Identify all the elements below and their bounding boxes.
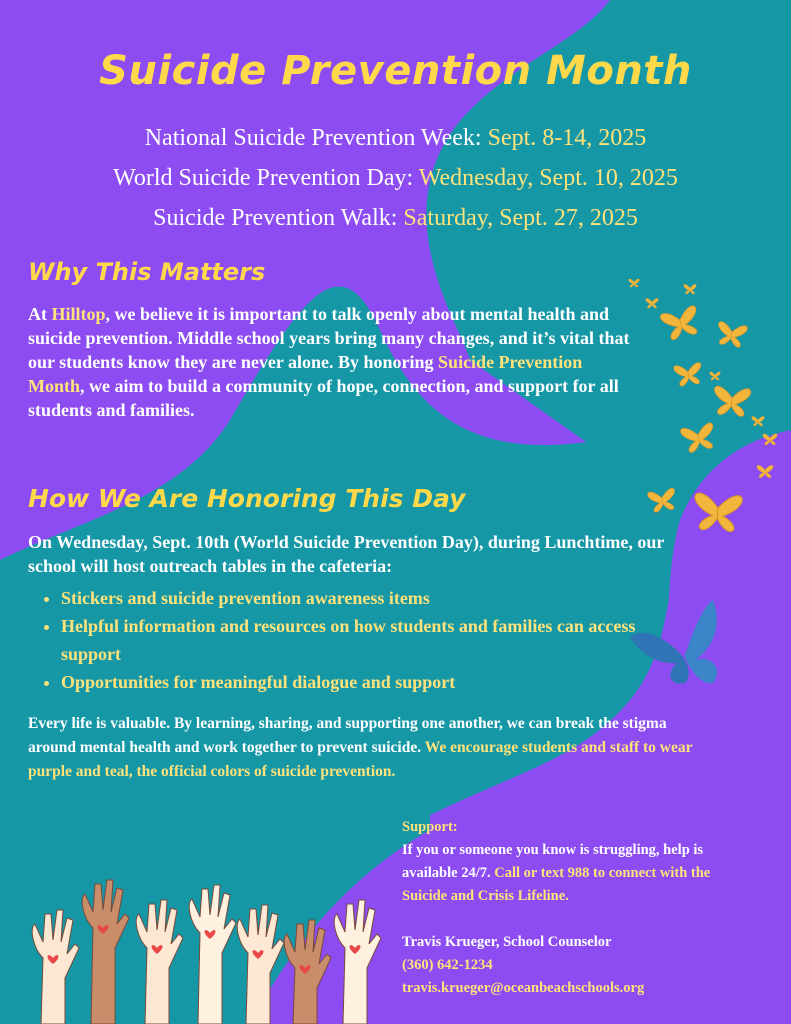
list-item: • Stickers and suicide prevention awareness items bbox=[61, 584, 651, 612]
event-dates bbox=[0, 118, 791, 238]
why-heading: Why This Matters bbox=[28, 258, 266, 286]
list-item: • Opportunities for meaningful dialogue and support bbox=[61, 668, 651, 696]
hand-icon bbox=[82, 880, 129, 1024]
butterfly-icon bbox=[647, 488, 677, 513]
support-box bbox=[402, 816, 752, 1000]
butterfly-icon bbox=[693, 493, 743, 532]
why-text-3: , we aim to build a community of hope, connection, and support for all students and families. bbox=[28, 376, 619, 420]
list-item: • Helpful information and resources on how students and families can access support bbox=[61, 612, 651, 668]
butterfly-icon bbox=[629, 279, 640, 287]
raised-hands-illustration bbox=[25, 878, 385, 1024]
date-label: National Suicide Prevention Week: bbox=[144, 125, 482, 151]
closing-white-text: Every life is valuable. By learning, sharing, and supporting one another, we can break the stigma around mental health and work together to prevent suicide. bbox=[28, 715, 667, 756]
activity-list bbox=[28, 584, 651, 696]
support-white-text: If you or someone you know is struggling, help is available 24/7. bbox=[402, 842, 704, 881]
counselor-name: Travis Krueger, School Counselor bbox=[402, 934, 612, 950]
hand-icon bbox=[136, 900, 183, 1024]
date-value: Wednesday, Sept. 10, 2025 bbox=[418, 165, 678, 191]
butterfly-icon bbox=[660, 305, 702, 341]
butterfly-icon bbox=[646, 298, 659, 308]
butterfly-icon bbox=[710, 372, 721, 380]
butterfly-icon bbox=[712, 386, 751, 417]
hand-icon bbox=[334, 900, 381, 1024]
how-intro: On Wednesday, Sept. 10th (World Suicide Prevention Day), during Lunchtime, our school will host outreach tables in the cafeteria: bbox=[28, 532, 665, 576]
date-label: World Suicide Prevention Day: bbox=[113, 165, 414, 191]
why-text-1: At bbox=[28, 304, 52, 324]
support-text bbox=[402, 839, 752, 908]
butterfly-icon bbox=[752, 416, 765, 426]
butterfly-icon bbox=[684, 284, 697, 294]
butterfly-icon bbox=[673, 362, 703, 386]
closing-paragraph bbox=[28, 712, 718, 784]
butterfly-icon bbox=[757, 465, 773, 478]
date-value: Sept. 8-14, 2025 bbox=[487, 125, 647, 151]
gold-butterflies-decoration bbox=[620, 270, 790, 550]
date-line-week bbox=[0, 118, 791, 158]
hand-icon bbox=[189, 885, 236, 1024]
hand-icon bbox=[32, 910, 79, 1024]
butterfly-icon bbox=[763, 434, 778, 445]
closing-yellow-text: We encourage students and staff to wear purple and teal, the official colors of suicide prevention. bbox=[28, 739, 693, 780]
date-line-walk bbox=[0, 198, 791, 238]
date-label: Suicide Prevention Walk: bbox=[153, 205, 398, 231]
why-text-2: , we believe it is important to talk openly about mental health and suicide prevention. Middle school years bring many changes, and it’s vital that our students know they are never alone. By honoring bbox=[28, 304, 630, 372]
butterfly-icon bbox=[715, 321, 748, 348]
how-heading: How We Are Honoring This Day bbox=[28, 484, 466, 513]
date-line-day bbox=[0, 158, 791, 198]
support-yellow-text: Call or text 988 to connect with the Suicide and Crisis Lifeline. bbox=[402, 865, 711, 904]
counselor-phone[interactable]: (360) 642-1234 bbox=[402, 957, 493, 973]
hand-icon bbox=[237, 905, 284, 1024]
hand-icon bbox=[284, 920, 331, 1024]
counselor-email[interactable]: travis.krueger@oceanbeachschools.org bbox=[402, 980, 645, 996]
support-heading: Support: bbox=[402, 819, 458, 835]
school-name: Hilltop bbox=[51, 304, 106, 324]
date-value: Saturday, Sept. 27, 2025 bbox=[403, 205, 638, 231]
why-paragraph bbox=[28, 302, 640, 422]
butterfly-icon bbox=[680, 422, 717, 453]
page-title: Suicide Prevention Month bbox=[99, 48, 692, 94]
month-name: Suicide Prevention Month bbox=[28, 352, 583, 396]
